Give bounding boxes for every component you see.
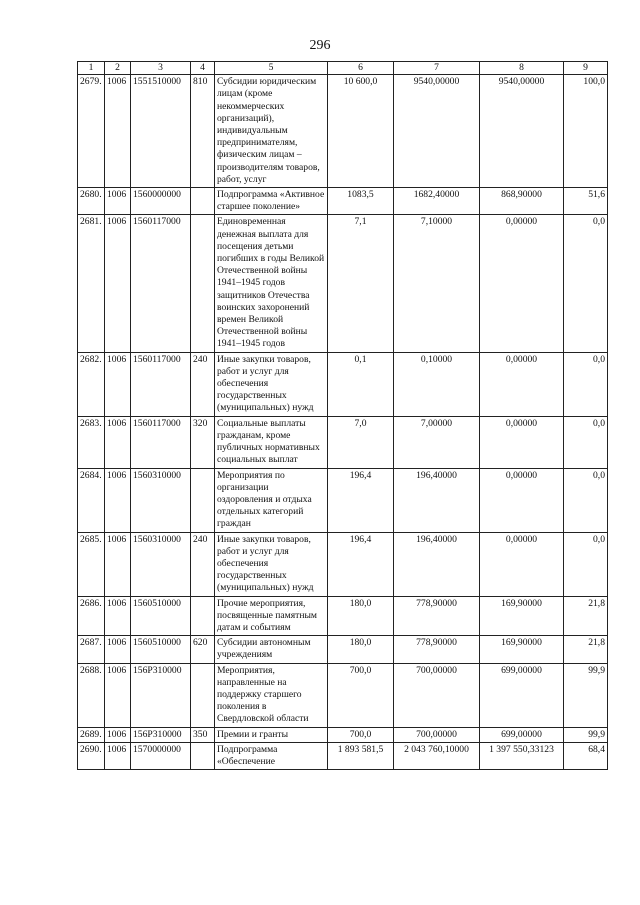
target-code-cell: 1560310000 bbox=[131, 468, 191, 532]
table-row bbox=[78, 416, 608, 468]
expense-type-cell bbox=[191, 215, 215, 352]
target-code-cell: 1560510000 bbox=[131, 636, 191, 663]
header-cell: 7 bbox=[394, 62, 480, 75]
approved-amount-cell: 196,40000 bbox=[394, 468, 480, 532]
item-name-cell: Субсидии юридическим лицам (кроме некоммерческих организаций), индивидуальным предпринимателям, физическим лицам – производителям товаров, работ, услуг bbox=[215, 75, 328, 188]
executed-amount-cell: 699,00000 bbox=[480, 663, 564, 727]
table-row bbox=[78, 75, 608, 188]
item-name-cell: Подпрограмма «Обеспечение bbox=[215, 742, 328, 769]
item-name-cell: Мероприятия по организации оздоровления и отдыха отдельных категорий граждан bbox=[215, 468, 328, 532]
expense-type-cell bbox=[191, 188, 215, 215]
expense-type-cell: 320 bbox=[191, 416, 215, 468]
row-number-cell: 2685. bbox=[78, 532, 105, 596]
row-number-cell: 2684. bbox=[78, 468, 105, 532]
row-number-cell: 2681. bbox=[78, 215, 105, 352]
executed-amount-cell: 868,90000 bbox=[480, 188, 564, 215]
approved-amount-cell: 700,00000 bbox=[394, 727, 480, 742]
expense-type-cell: 350 bbox=[191, 727, 215, 742]
budget-table bbox=[77, 61, 608, 770]
header-cell: 1 bbox=[78, 62, 105, 75]
target-code-cell: 1560117000 bbox=[131, 416, 191, 468]
header-row bbox=[78, 62, 608, 75]
header-cell: 8 bbox=[480, 62, 564, 75]
target-code-cell: 1560510000 bbox=[131, 596, 191, 636]
target-code-cell: 1560117000 bbox=[131, 352, 191, 416]
table-row bbox=[78, 468, 608, 532]
plan-amount-cell: 10 600,0 bbox=[328, 75, 394, 188]
section-code-cell: 1006 bbox=[105, 727, 131, 742]
percent-cell: 99,9 bbox=[564, 727, 608, 742]
table-row bbox=[78, 596, 608, 636]
approved-amount-cell: 7,00000 bbox=[394, 416, 480, 468]
target-code-cell: 1560000000 bbox=[131, 188, 191, 215]
row-number-cell: 2689. bbox=[78, 727, 105, 742]
table-row bbox=[78, 352, 608, 416]
table-row bbox=[78, 663, 608, 727]
plan-amount-cell: 1 893 581,5 bbox=[328, 742, 394, 769]
percent-cell: 21,8 bbox=[564, 636, 608, 663]
expense-type-cell: 620 bbox=[191, 636, 215, 663]
approved-amount-cell: 7,10000 bbox=[394, 215, 480, 352]
header-cell: 3 bbox=[131, 62, 191, 75]
row-number-cell: 2682. bbox=[78, 352, 105, 416]
table-row bbox=[78, 188, 608, 215]
item-name-cell: Иные закупки товаров, работ и услуг для обеспечения государственных (муниципальных) нужд bbox=[215, 352, 328, 416]
expense-type-cell: 810 bbox=[191, 75, 215, 188]
executed-amount-cell: 0,00000 bbox=[480, 416, 564, 468]
executed-amount-cell: 699,00000 bbox=[480, 727, 564, 742]
executed-amount-cell: 0,00000 bbox=[480, 532, 564, 596]
section-code-cell: 1006 bbox=[105, 532, 131, 596]
plan-amount-cell: 180,0 bbox=[328, 636, 394, 663]
section-code-cell: 1006 bbox=[105, 75, 131, 188]
percent-cell: 51,6 bbox=[564, 188, 608, 215]
percent-cell: 68,4 bbox=[564, 742, 608, 769]
table-row bbox=[78, 742, 608, 769]
target-code-cell: 1560117000 bbox=[131, 215, 191, 352]
item-name-cell: Иные закупки товаров, работ и услуг для обеспечения государственных (муниципальных) нужд bbox=[215, 532, 328, 596]
table-row bbox=[78, 636, 608, 663]
section-code-cell: 1006 bbox=[105, 416, 131, 468]
percent-cell: 0,0 bbox=[564, 532, 608, 596]
header-cell: 5 bbox=[215, 62, 328, 75]
target-code-cell: 156P310000 bbox=[131, 663, 191, 727]
plan-amount-cell: 0,1 bbox=[328, 352, 394, 416]
expense-type-cell bbox=[191, 596, 215, 636]
plan-amount-cell: 1083,5 bbox=[328, 188, 394, 215]
target-code-cell: 1551510000 bbox=[131, 75, 191, 188]
executed-amount-cell: 9540,00000 bbox=[480, 75, 564, 188]
item-name-cell: Социальные выплаты гражданам, кроме публичных нормативных социальных выплат bbox=[215, 416, 328, 468]
plan-amount-cell: 700,0 bbox=[328, 727, 394, 742]
approved-amount-cell: 778,90000 bbox=[394, 636, 480, 663]
table-row bbox=[78, 727, 608, 742]
approved-amount-cell: 2 043 760,10000 bbox=[394, 742, 480, 769]
percent-cell: 0,0 bbox=[564, 416, 608, 468]
table-body bbox=[78, 75, 608, 770]
row-number-cell: 2686. bbox=[78, 596, 105, 636]
section-code-cell: 1006 bbox=[105, 636, 131, 663]
executed-amount-cell: 0,00000 bbox=[480, 352, 564, 416]
percent-cell: 0,0 bbox=[564, 468, 608, 532]
table-row bbox=[78, 215, 608, 352]
expense-type-cell: 240 bbox=[191, 532, 215, 596]
plan-amount-cell: 180,0 bbox=[328, 596, 394, 636]
executed-amount-cell: 0,00000 bbox=[480, 468, 564, 532]
target-code-cell: 1570000000 bbox=[131, 742, 191, 769]
expense-type-cell bbox=[191, 742, 215, 769]
item-name-cell: Прочие мероприятия, посвященные памятным датам и событиям bbox=[215, 596, 328, 636]
section-code-cell: 1006 bbox=[105, 663, 131, 727]
approved-amount-cell: 700,00000 bbox=[394, 663, 480, 727]
item-name-cell: Единовременная денежная выплата для посещения детьми погибших в годы Великой Отечественной войны 1941–1945 годов защитников Отечества воинских захоронений времен Великой Отечественной войны 1941–1945 годов bbox=[215, 215, 328, 352]
header-cell: 2 bbox=[105, 62, 131, 75]
expense-type-cell bbox=[191, 468, 215, 532]
row-number-cell: 2690. bbox=[78, 742, 105, 769]
executed-amount-cell: 1 397 550,33123 bbox=[480, 742, 564, 769]
header-cell: 9 bbox=[564, 62, 608, 75]
plan-amount-cell: 7,1 bbox=[328, 215, 394, 352]
target-code-cell: 1560310000 bbox=[131, 532, 191, 596]
approved-amount-cell: 1682,40000 bbox=[394, 188, 480, 215]
item-name-cell: Субсидии автономным учреждениям bbox=[215, 636, 328, 663]
approved-amount-cell: 778,90000 bbox=[394, 596, 480, 636]
percent-cell: 21,8 bbox=[564, 596, 608, 636]
section-code-cell: 1006 bbox=[105, 188, 131, 215]
section-code-cell: 1006 bbox=[105, 468, 131, 532]
plan-amount-cell: 700,0 bbox=[328, 663, 394, 727]
header-cell: 4 bbox=[191, 62, 215, 75]
target-code-cell: 156P310000 bbox=[131, 727, 191, 742]
header-cell: 6 bbox=[328, 62, 394, 75]
row-number-cell: 2680. bbox=[78, 188, 105, 215]
section-code-cell: 1006 bbox=[105, 596, 131, 636]
row-number-cell: 2687. bbox=[78, 636, 105, 663]
approved-amount-cell: 9540,00000 bbox=[394, 75, 480, 188]
section-code-cell: 1006 bbox=[105, 742, 131, 769]
item-name-cell: Подпрограмма «Активное старшее поколение» bbox=[215, 188, 328, 215]
percent-cell: 0,0 bbox=[564, 215, 608, 352]
percent-cell: 0,0 bbox=[564, 352, 608, 416]
section-code-cell: 1006 bbox=[105, 352, 131, 416]
executed-amount-cell: 0,00000 bbox=[480, 215, 564, 352]
plan-amount-cell: 196,4 bbox=[328, 532, 394, 596]
section-code-cell: 1006 bbox=[105, 215, 131, 352]
plan-amount-cell: 196,4 bbox=[328, 468, 394, 532]
row-number-cell: 2683. bbox=[78, 416, 105, 468]
executed-amount-cell: 169,90000 bbox=[480, 596, 564, 636]
table-row bbox=[78, 532, 608, 596]
page-number: 296 bbox=[309, 38, 331, 53]
percent-cell: 100,0 bbox=[564, 75, 608, 188]
executed-amount-cell: 169,90000 bbox=[480, 636, 564, 663]
approved-amount-cell: 0,10000 bbox=[394, 352, 480, 416]
expense-type-cell: 240 bbox=[191, 352, 215, 416]
row-number-cell: 2688. bbox=[78, 663, 105, 727]
item-name-cell: Премии и гранты bbox=[215, 727, 328, 742]
plan-amount-cell: 7,0 bbox=[328, 416, 394, 468]
expense-type-cell bbox=[191, 663, 215, 727]
row-number-cell: 2679. bbox=[78, 75, 105, 188]
item-name-cell: Мероприятия, направленные на поддержку старшего поколения в Свердловской области bbox=[215, 663, 328, 727]
percent-cell: 99,9 bbox=[564, 663, 608, 727]
approved-amount-cell: 196,40000 bbox=[394, 532, 480, 596]
